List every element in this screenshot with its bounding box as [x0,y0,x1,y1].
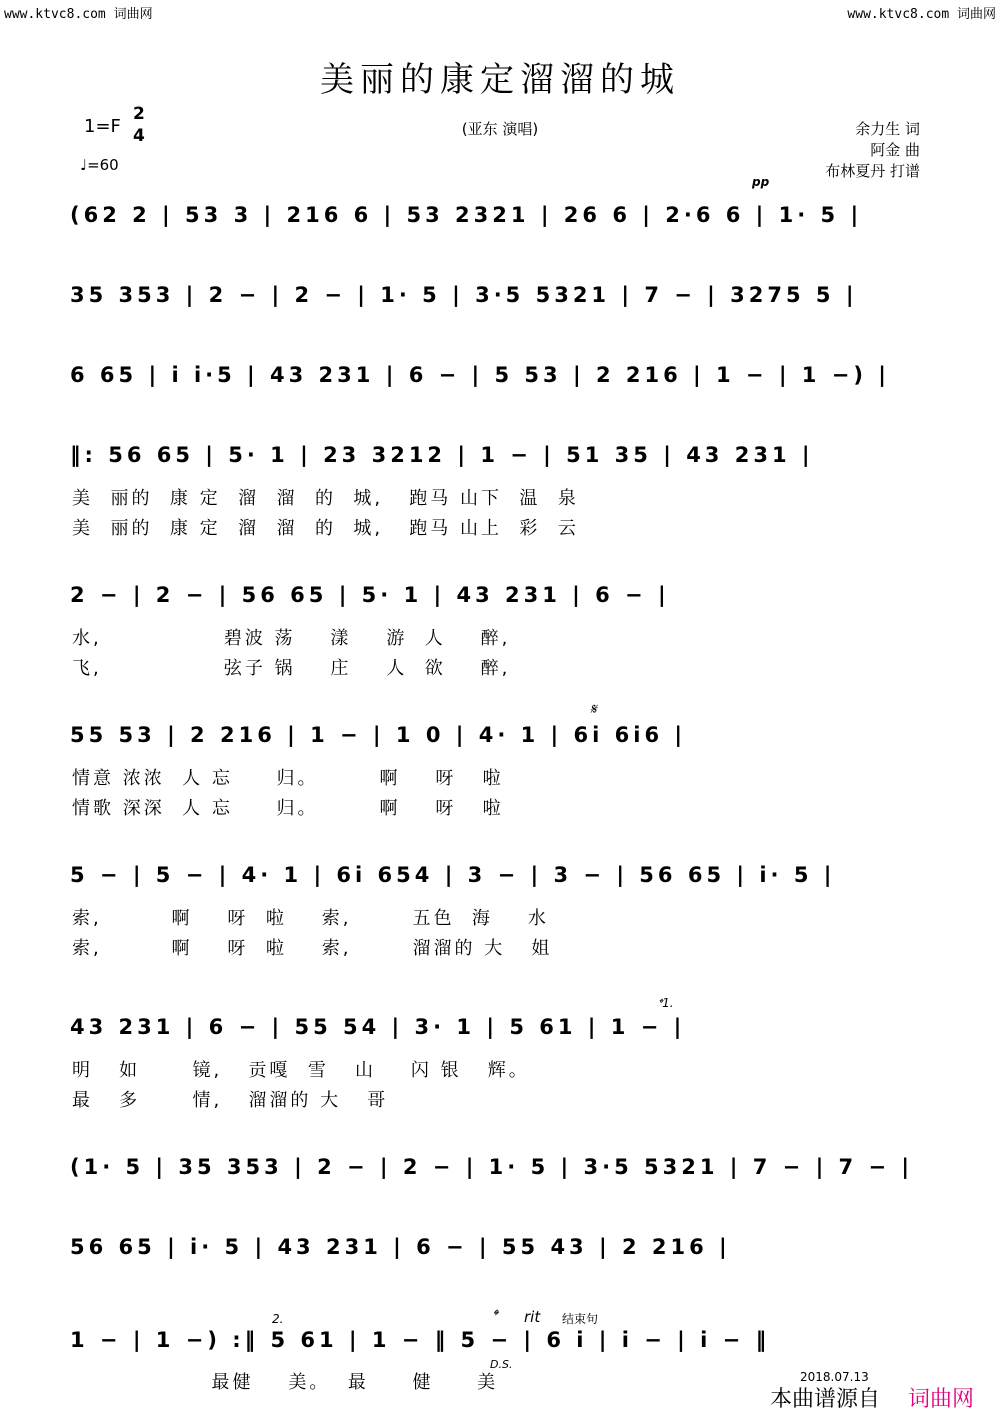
end-phrase-label: 结束句 [562,1312,599,1326]
coda-volta-1: 𝄌1. [658,996,674,1010]
lyrics-row-4-v1: 美 丽的 康 定 溜 溜 的 城, 跑马 山下 温 泉 [72,488,579,509]
score-row-8: 43 231 | 6 − | 55 54 | 3· 1 | 5 61 | 1 − | [70,1015,686,1039]
lyrics-row-5-v1: 水, 碧波 荡 漾 游 人 醉, [72,628,511,649]
score-row-5: 2 − | 2 − | 56 65 | 5· 1 | 43 231 | 6 − | [70,583,670,607]
score-row-10: 56 65 | i· 5 | 43 231 | 6 − | 55 43 | 2 216 | [70,1235,731,1259]
score-row-2: 35 353 | 2 − | 2 − | 1· 5 | 3·5 5321 | 7 − | 3275 5 | [70,283,858,307]
source-brand-link[interactable]: 词曲网 [908,1387,975,1412]
score-row-1: (62 2 | 53 3 | 216 6 | 53 2321 | 26 6 | 2·6 6 | 1· 5 | [70,203,863,227]
segno-sign: 𝄋 [590,700,597,718]
lyrics-row-11-v1: 最健 美。 最 健 美 [72,1372,499,1393]
source-text: 本曲谱源自 [770,1387,881,1412]
tempo-marking: ♩=60 [80,156,119,174]
score-row-6: 55 53 | 2 216 | 1 − | 1 0 | 4· 1 | 6i 6i6 | [70,723,687,747]
lyrics-row-6-v1: 情意 浓浓 人 忘 归。 啊 呀 啦 [72,768,504,789]
watermark-right: www.ktvc8.com 词曲网 [847,7,996,22]
lyrics-row-4-v2: 美 丽的 康 定 溜 溜 的 城, 跑马 山上 彩 云 [72,518,579,539]
ds-marking: D.S. [490,1358,513,1371]
time-signature-bottom: 4 [133,126,145,146]
song-title: 美丽的康定溜溜的城 [320,60,680,100]
volta-2: 2. [272,1312,284,1326]
score-row-11: 1 − | 1 −) :‖ 5 61 | 1 − ‖ 5 − | 6 i | i − | i − ‖ [70,1328,771,1352]
watermark-left: www.ktvc8.com 词曲网 [4,7,153,22]
time-signature-top: 2 [133,104,145,124]
lyrics-row-6-v2: 情歌 深深 人 忘 归。 啊 呀 啦 [72,798,504,819]
performer-note: (亚东 演唱) [461,120,539,138]
lyrics-row-8-v1: 明 如 镜, 贡嘎 雪 山 闪 银 辉。 [72,1060,530,1081]
score-row-4: ‖: 56 65 | 5· 1 | 23 3212 | 1 − | 51 35 | 43 231 | [70,443,814,467]
lyrics-row-7-v1: 索, 啊 呀 啦 索, 五色 海 水 [72,908,549,929]
lyrics-row-8-v2: 最 多 情, 溜溜的 大 哥 [72,1090,389,1111]
lyricist-credit: 余力生 词 [855,120,920,138]
composer-credit: 阿金 曲 [870,141,920,159]
dynamic-pp: pp [752,175,770,189]
rit-marking: rit [524,1308,541,1326]
date-label: 2018.07.13 [800,1370,869,1384]
score-row-9: (1· 5 | 35 353 | 2 − | 2 − | 1· 5 | 3·5 5321 | 7 − | 7 − | [70,1155,914,1179]
key-signature: 1=F [84,116,121,137]
score-row-3: 6 65 | i i·5 | 43 231 | 6 − | 5 53 | 2 216 | 1 − | 1 −) | [70,363,890,387]
lyrics-row-7-v2: 索, 啊 呀 啦 索, 溜溜的 大 姐 [72,938,553,959]
transcriber-credit: 布林夏丹 打谱 [825,162,920,180]
score-row-7: 5 − | 5 − | 4· 1 | 6i 654 | 3 − | 3 − | 56 65 | i· 5 | [70,863,836,887]
coda-sign: 𝄌 [492,1306,498,1324]
lyrics-row-5-v2: 飞, 弦子 锅 庄 人 欲 醉, [72,658,511,679]
